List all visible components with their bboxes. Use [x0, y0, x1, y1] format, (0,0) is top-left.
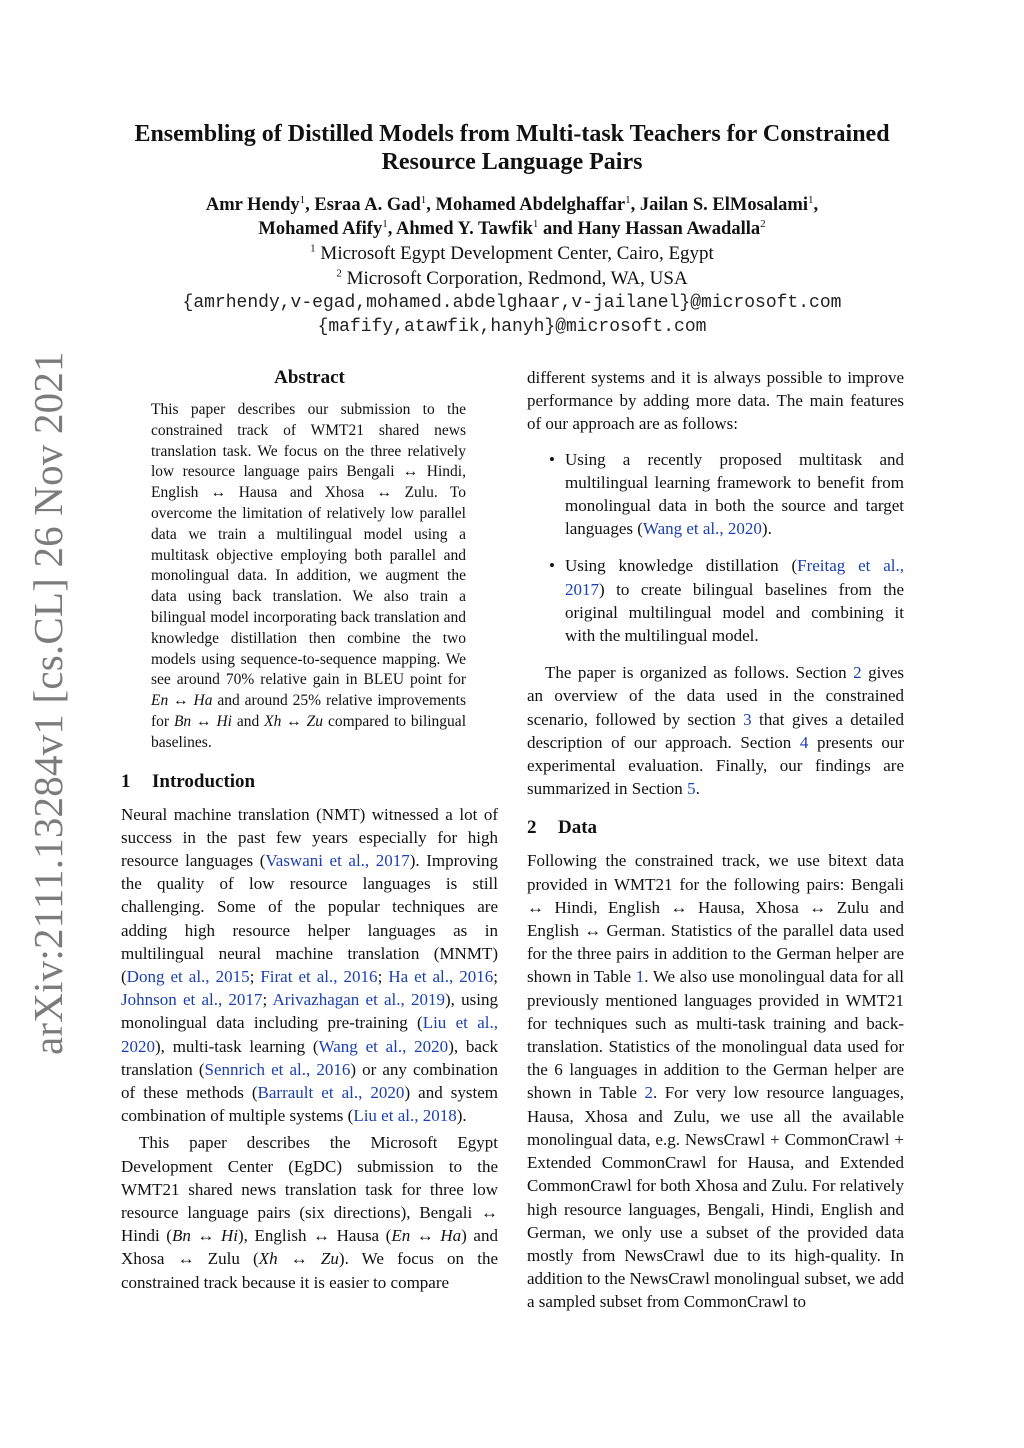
text-span: ), multi-task learning (	[155, 1036, 319, 1056]
section-heading-introduction	[121, 770, 498, 794]
section-heading-data	[527, 816, 904, 840]
citation-link[interactable]: Johnson et al., 2017	[121, 990, 263, 1010]
affiliation-1	[100, 241, 924, 266]
author-affil-mark: 2	[760, 217, 766, 230]
text-span: ) and system combination of multiple systems (	[121, 1082, 498, 1126]
author-line-2: Mohamed Afify$^1$, Ahmed Y. Tawfik$^1$ and Hany Hassan Awadalla$^2$	[258, 217, 766, 239]
text-span: ), English ↔ Hausa (	[238, 1226, 392, 1246]
text-span: . For very low resource languages, Hausa, Xhosa and Zulu, we use all the available monolingual data, e.g. NewsCrawl + CommonCrawl + Extended CommonCrawl for Hausa, and Extended CommonCrawl for both Xhosa and Zulu. For relatively high resource languages, Bengali, Hindi, English and German, we only use a subset of the provided data mostly from NewsCrawl due to its high-quality. In addition to the NewsCrawl monolingual subset, we add a sampled subset from CommonCrawl to	[527, 1083, 904, 1312]
affil-mark: 2	[336, 267, 342, 280]
right-column	[527, 366, 904, 1314]
text-span: The paper is organized as follows. Section	[545, 663, 854, 683]
text-span: ;	[377, 966, 389, 986]
text-span: Using knowledge distillation (	[565, 556, 798, 576]
author-name: Ahmed Y. Tawfik	[395, 219, 533, 239]
author-name: Esraa A. Gad	[314, 195, 421, 215]
citation-link[interactable]: Wang et al., 2020	[642, 519, 762, 539]
abstract-span: compared to bilingual baselines.	[151, 712, 466, 751]
abstract-span: This paper describes our submission to the constrained track of WMT21 shared news translation task. We focus on the three relatively low resource language pairs Bengali ↔ Hindi, English ↔ Hausa and Xhosa ↔ Zulu. To overcome the limitation of relatively low parallel data we train a multilingual model using a multitask objective employing both parallel and monolingual data. In addition, we augment the data using back translation. We also train a bilingual model incorporating back translation and knowledge distillation then combine the two models using sequence-to-sequence mapping. We see around 70% relative gain in BLEU point for	[151, 401, 466, 689]
text-span: ). Improving the quality of low resource languages is still challenging. Some of the popular techniques are adding high resource helper languages as in multilingual neural machine translation (MNMT) (	[121, 850, 499, 986]
math-en-ha: En ↔ Ha	[391, 1226, 462, 1246]
author-list	[100, 193, 924, 241]
text-span: ), back translation (	[121, 1036, 498, 1079]
author-name: Mohamed Abdelghaffar	[435, 195, 626, 215]
section-ref-link[interactable]: 2	[853, 663, 862, 683]
math-xh-zu: Xh ↔ Zu	[258, 1249, 339, 1269]
author-name: Mohamed Afify	[258, 219, 383, 239]
citation-link[interactable]: Freitag et al., 2017	[565, 556, 904, 599]
list-item	[527, 554, 904, 647]
data-paragraph	[527, 849, 904, 1313]
section-title: Data	[558, 817, 598, 839]
text-span: gives an overview of the data used in the constrained scenario, followed by section	[527, 663, 904, 729]
table-ref-link[interactable]: 2	[644, 1083, 653, 1103]
organization-paragraph	[527, 661, 904, 800]
affiliation-2	[100, 266, 924, 291]
author-line-1: Amr Hendy$^1$, Esraa A. Gad$^1$, Mohamed Abdelghaffar$^1$, Jailan S. ElMosalami$^1$,	[205, 193, 819, 215]
email-line-1: {amrhendy,v-egad,mohamed.abdelghaar,v-jailanel}@microsoft.com	[182, 293, 842, 313]
section-ref-link[interactable]: 4	[799, 732, 809, 752]
citation-link[interactable]: Arivazhagan et al., 2019	[272, 990, 446, 1010]
text-span: that gives a detailed description of our approach. Section	[527, 709, 905, 752]
author-affil-mark: 1	[807, 193, 814, 206]
feature-list	[527, 448, 904, 648]
math-bn-hi: Bn ↔ Hi	[173, 712, 232, 730]
abstract-span: and around 25% relative improvements for	[151, 692, 466, 730]
citation-link[interactable]: Liu et al., 2018	[353, 1106, 457, 1126]
author-name: Hany Hassan Awadalla	[577, 219, 761, 239]
text-span: ), using monolingual data including pre-training (	[121, 990, 498, 1033]
affiliation-text: Microsoft Egypt Development Center, Cairo, Egypt	[320, 243, 714, 264]
text-span: Following the constrained track, we use bitext data provided in WMT21 for the following pairs: Bengali ↔ Hindi, English ↔ Hausa, Xhosa ↔ Zulu and English ↔ German. Statistics of the parallel data used for the three pairs in addition to the German helper are shown in Table	[527, 851, 904, 987]
citation-link[interactable]: Liu et al., 2020	[121, 1013, 498, 1056]
citation-link[interactable]: Firat et al., 2016	[260, 966, 378, 986]
text-span: ) to create bilingual baselines from the original multilingual model and combining it with the multilingual model.	[565, 579, 904, 646]
affiliation-text: Microsoft Corporation, Redmond, WA, USA	[346, 268, 688, 289]
table-ref-link[interactable]: 1	[635, 967, 645, 987]
text-span: . We also use monolingual data for all previously mentioned languages provided in WMT21 for techniques such as multi-task training and back-translation. Statistics of the monolingual data used for the 6 languages in addition to the German helper are shown in Table	[527, 967, 904, 1103]
author-name: Amr Hendy	[205, 195, 300, 215]
text-span: ;	[249, 966, 261, 986]
math-bn-hi: Bn ↔ Hi	[171, 1226, 239, 1246]
abstract-heading: Abstract	[274, 367, 345, 388]
section-number: 2	[527, 817, 537, 839]
approach-intro-paragraph: different systems and it is always possible to improve performance by adding more data. The main features of our approach are as follows:	[527, 368, 904, 434]
intro-paragraph-1	[121, 803, 498, 1128]
text-span: ;	[493, 966, 498, 986]
title-block	[100, 120, 924, 339]
abstract-text	[151, 400, 466, 754]
author-and: and	[543, 219, 573, 239]
email-line-2: {mafify,atawfik,hanyh}@microsoft.com	[317, 317, 707, 337]
arxiv-stamp: arXiv:2111.13284v1 [cs.CL] 26 Nov 2021	[25, 351, 71, 1055]
affil-mark: 1	[310, 242, 316, 255]
citation-link[interactable]: Barrault et al., 2020	[257, 1082, 405, 1102]
list-item	[527, 448, 904, 541]
citation-link[interactable]: Ha et al., 2016	[388, 966, 494, 986]
text-span: ).	[456, 1106, 467, 1126]
math-xh-zu: Xh ↔ Zu	[264, 712, 324, 730]
text-span: This paper describes the Microsoft Egypt Development Center (EgDC) submission to the WMT21 shared news translation task for three low resource language pairs (six directions), Bengali ↔ Hindi (	[121, 1133, 498, 1246]
intro-paragraph-2	[121, 1131, 498, 1293]
bullet-icon: •	[549, 449, 555, 469]
bullet-icon: •	[549, 556, 555, 576]
author-affil-mark: 1	[625, 193, 631, 206]
math-en-ha: En ↔ Ha	[151, 692, 213, 710]
paper-title: Ensembling of Distilled Models from Multi-task Teachers for Constrained Resource Language Pairs	[134, 121, 890, 175]
text-span: presents our experimental evaluation. Finally, our findings are summarized in Section	[527, 732, 904, 799]
citation-link[interactable]: Vaswani et al., 2017	[265, 850, 410, 870]
text-span: ) and Xhosa ↔ Zulu (	[121, 1226, 498, 1269]
author-affil-mark: 1	[420, 193, 427, 206]
text-span: Using a recently proposed multitask and multilingual learning framework to benefit from monolingual data in both the source and target languages (	[565, 449, 904, 539]
text-span: .	[695, 779, 700, 799]
text-span: ).	[761, 519, 772, 539]
text-span: Neural machine translation (NMT) witnessed a lot of success in the past few years especially for high resource languages (	[121, 804, 498, 870]
section-ref-link[interactable]: 5	[687, 779, 696, 799]
text-span: ). We focus on the constrained track because it is easier to compare	[121, 1249, 498, 1292]
left-column	[121, 366, 498, 1294]
section-number: 1	[121, 770, 131, 792]
citation-link[interactable]: Wang et al., 2020	[318, 1036, 449, 1056]
citation-link[interactable]: Dong et al., 2015	[126, 966, 250, 986]
section-ref-link[interactable]: 3	[743, 709, 752, 729]
author-affil-mark: 1	[532, 217, 539, 230]
section-title: Introduction	[152, 770, 256, 792]
author-affil-mark: 1	[382, 217, 388, 230]
citation-link[interactable]: Sennrich et al., 2016	[204, 1059, 351, 1079]
author-affil-mark: 1	[299, 193, 306, 206]
abstract-span: and	[231, 712, 265, 730]
text-span: ;	[262, 990, 273, 1010]
text-span: ) or any combination of these methods (	[121, 1059, 499, 1102]
author-name: Jailan S. ElMosalami	[639, 195, 808, 215]
